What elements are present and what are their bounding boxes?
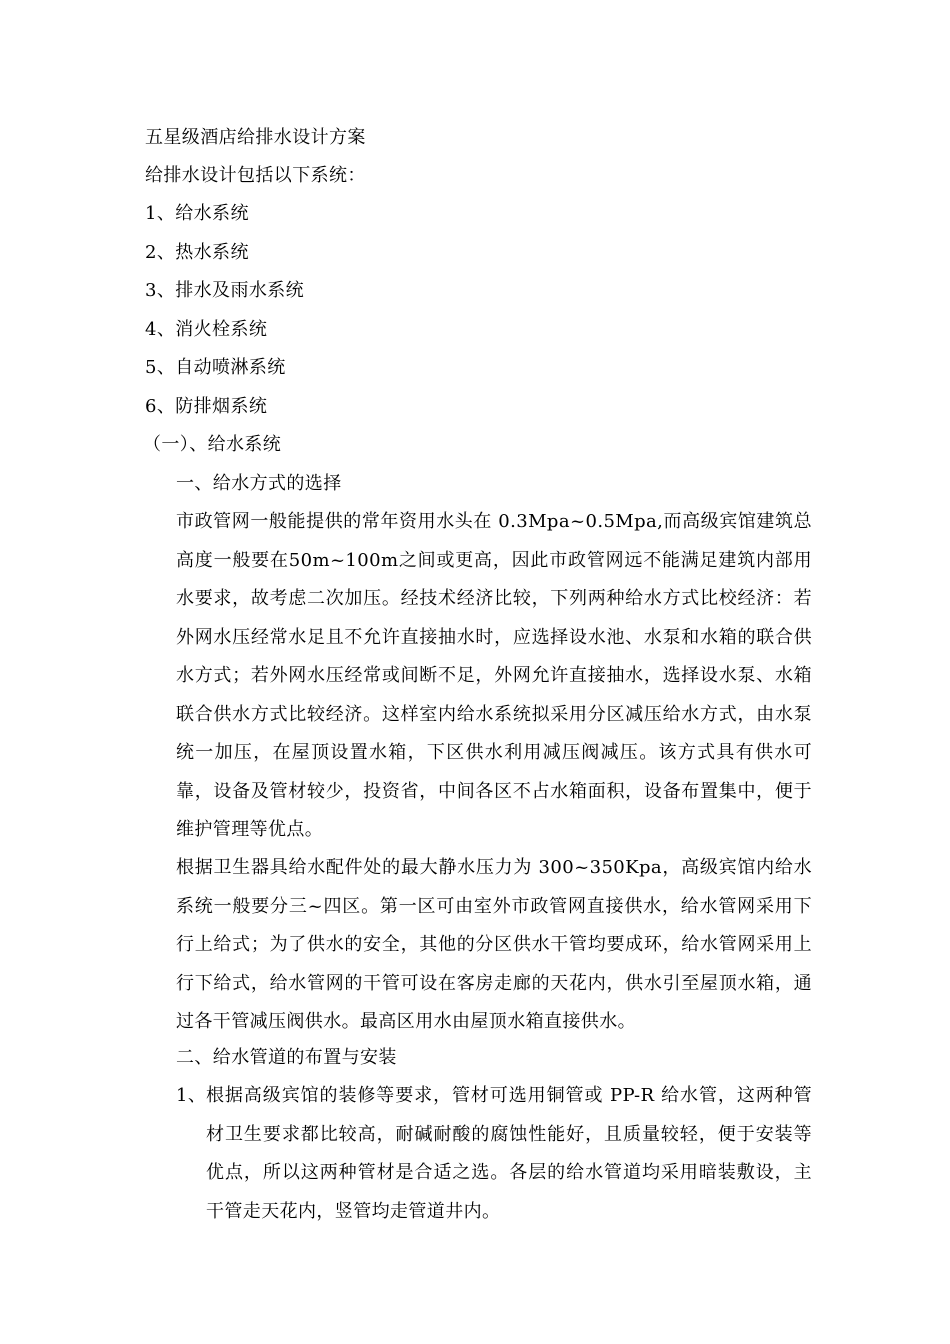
list-item-text: 根据高级宾馆的装修等要求，管材可选用铜管或 PP-R 给水管，这两种管材卫生要求都比较高，耐碱耐酸的腐蚀性能好，且质量较轻，便于安装等优点，所以这两种管材是合适之选。各层的给水管道均采用暗装敷设，主干管走天花内，竖管均走管道井内。: [206, 1085, 812, 1222]
system-list-item: 4、消火栓系统: [145, 319, 268, 340]
subsection-heading: 二、给水管道的布置与安装: [176, 1047, 397, 1068]
system-list-item: 2、热水系统: [145, 242, 249, 263]
body-paragraph: 根据卫生器具给水配件处的最大静水压力为 300~350Kpa，高级宾馆内给水系统一般要分三~四区。第一区可由室外市政管网直接供水，给水管网采用下行上给式；为了供水的安全，其他的分区供水干管均要成环，给水管网采用上行下给式，给水管网的干管可设在客房走廊的天花内，供水引至屋顶水箱，通过各干管减压阀供水。最高区用水由屋顶水箱直接供水。: [176, 857, 812, 1032]
body-paragraph: 市政管网一般能提供的常年资用水头在 0.3Mpa~0.5Mpa,而高级宾馆建筑总高度一般要在50m~100m之间或更高，因此市政管网远不能满足建筑内部用水要求，故考虑二次加压。经技术经济比较，下列两种给水方式比校经济：若外网水压经常水足且不允许直接抽水时，应选择设水池、水泵和水箱的联合供水方式；若外网水压经常或间断不足，外网允许直接抽水，选择设水泵、水箱联合供水方式比较经济。这样室内给水系统拟采用分区减压给水方式，由水泵统一加压，在屋顶设置水箱，下区供水利用减压阀减压。该方式具有供水可靠，设备及管材较少，投资省，中间各区不占水箱面积，设备布置集中，便于维护管理等优点。: [176, 511, 812, 840]
section-heading: （一）、给水系统: [143, 434, 282, 455]
subsection-heading: 一、给水方式的选择: [176, 473, 342, 494]
numbered-list-item: [176, 1077, 812, 1231]
system-list-item: 1、给水系统: [145, 203, 249, 224]
document-title: 五星级酒店给排水设计方案: [145, 127, 366, 148]
system-list-item: 3、排水及雨水系统: [145, 280, 305, 301]
system-list-item: 5、自动喷淋系统: [145, 357, 286, 378]
list-item-number: 1、: [176, 1085, 207, 1106]
intro-line: 给排水设计包括以下系统：: [145, 165, 366, 186]
system-list-item: 6、防排烟系统: [145, 396, 268, 417]
